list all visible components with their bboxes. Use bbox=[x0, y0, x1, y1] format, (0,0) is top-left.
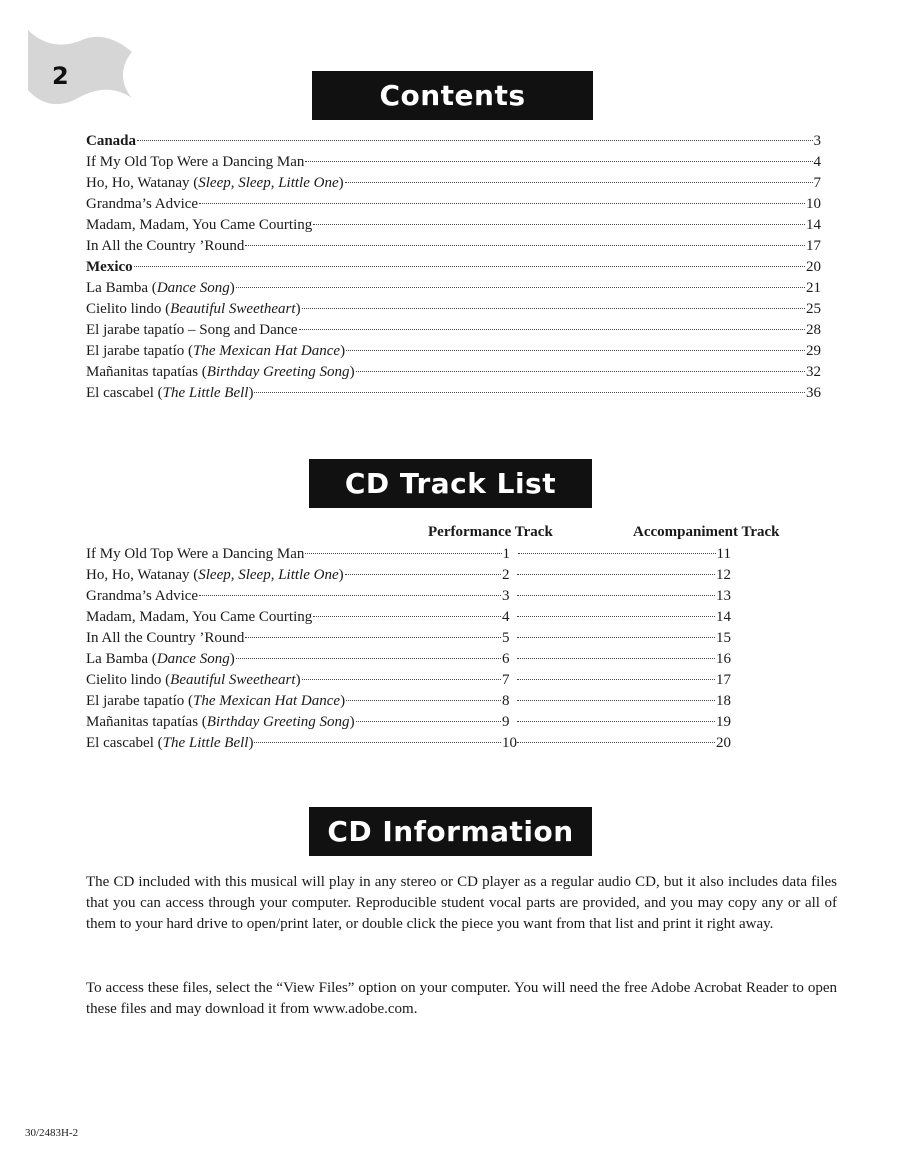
track-entry bbox=[86, 544, 731, 565]
toc-entry bbox=[86, 257, 821, 278]
toc-entry bbox=[86, 236, 821, 257]
toc-entry-title-close: ) bbox=[295, 301, 301, 317]
toc-entry bbox=[86, 383, 821, 404]
toc-entry-subtitle: Birthday Greeting Song bbox=[206, 364, 350, 380]
dot-leader bbox=[302, 679, 501, 680]
track-entry-title bbox=[86, 649, 235, 670]
toc-entry-page: 10 bbox=[806, 196, 821, 212]
dot-leader bbox=[305, 161, 812, 162]
performance-track-number: 7 bbox=[502, 672, 510, 688]
toc-entry-title-text: Madam, Madam, You Came Courting bbox=[86, 217, 313, 233]
toc-entry-title bbox=[86, 341, 345, 362]
toc-entry-subtitle: Beautiful Sweetheart bbox=[170, 301, 296, 317]
toc-entry-title-text: In All the Country ’Round bbox=[86, 238, 245, 254]
toc-entry-page: 20 bbox=[806, 259, 821, 275]
performance-track-number: 4 bbox=[502, 609, 510, 625]
toc-entry-title-text: Grandma’s Advice bbox=[86, 196, 199, 212]
toc-entry-title bbox=[86, 152, 304, 173]
track-entry-title-close: ) bbox=[349, 714, 355, 730]
track-entry bbox=[86, 565, 731, 586]
toc-entry bbox=[86, 131, 821, 152]
accompaniment-track-header: Accompaniment Track bbox=[633, 524, 780, 540]
toc-entry-title bbox=[86, 257, 133, 278]
toc-entry bbox=[86, 173, 821, 194]
toc-entry-title bbox=[86, 362, 355, 383]
dot-leader bbox=[134, 266, 805, 267]
toc-entry-page: 28 bbox=[806, 322, 821, 338]
dot-leader bbox=[137, 140, 812, 141]
toc-entry-title-close: ) bbox=[340, 343, 346, 359]
dot-leader bbox=[346, 350, 805, 351]
dot-leader bbox=[245, 245, 805, 246]
track-entry bbox=[86, 712, 731, 733]
track-entry-subtitle: Sleep, Sleep, Little One bbox=[198, 567, 339, 583]
cd-information-banner bbox=[309, 807, 592, 856]
toc-entry-page: 3 bbox=[813, 133, 821, 149]
toc-entry-title-text: Canada bbox=[86, 133, 137, 149]
track-entry-title bbox=[86, 628, 244, 649]
performance-track-number: 10 bbox=[502, 735, 517, 751]
performance-track-number: 5 bbox=[502, 630, 510, 646]
dot-leader bbox=[517, 637, 715, 638]
dot-leader bbox=[517, 721, 715, 722]
dot-leader bbox=[345, 182, 813, 183]
dot-leader bbox=[356, 721, 501, 722]
dot-leader bbox=[517, 679, 715, 680]
toc-entry-page: 36 bbox=[806, 385, 821, 401]
toc-entry-title bbox=[86, 299, 301, 320]
track-entry-title-text: Grandma’s Advice bbox=[86, 588, 199, 604]
accompaniment-track-number: 17 bbox=[716, 672, 731, 688]
toc-entry-subtitle: Dance Song bbox=[156, 280, 230, 296]
performance-track-number: 6 bbox=[502, 651, 510, 667]
track-entry-subtitle: The Mexican Hat Dance bbox=[193, 693, 341, 709]
dot-leader bbox=[199, 595, 501, 596]
dot-leader bbox=[517, 595, 715, 596]
cd-info-paragraph-2: To access these files, select the “View Files” option on your computer. You will need the free Adobe Acrobat Reader to open these files and may download it from www.adobe.com. bbox=[86, 980, 837, 1017]
dot-leader bbox=[254, 742, 501, 743]
page-number: 2 bbox=[52, 62, 69, 90]
track-entry-title bbox=[86, 544, 304, 565]
dot-leader bbox=[245, 637, 501, 638]
track-list-title: CD Track List bbox=[344, 467, 557, 500]
catalog-code: 30/2483H-2 bbox=[25, 1127, 79, 1139]
track-entry-subtitle: Dance Song bbox=[156, 651, 230, 667]
dot-leader bbox=[199, 203, 805, 204]
track-entry-title bbox=[86, 586, 198, 607]
performance-track-number: 8 bbox=[502, 693, 510, 709]
track-entry bbox=[86, 628, 731, 649]
track-entry-title-text: Cielito lindo ( bbox=[86, 672, 171, 688]
dot-leader bbox=[305, 553, 501, 554]
toc-entry bbox=[86, 194, 821, 215]
contents-list bbox=[86, 131, 821, 404]
toc-entry-page: 25 bbox=[806, 301, 821, 317]
accompaniment-track-number: 11 bbox=[716, 546, 731, 562]
toc-entry-title bbox=[86, 215, 312, 236]
toc-entry-title-text: El cascabel ( bbox=[86, 385, 163, 401]
track-entry-subtitle: Birthday Greeting Song bbox=[206, 714, 350, 730]
toc-entry-page: 32 bbox=[806, 364, 821, 380]
dot-leader bbox=[517, 742, 715, 743]
toc-entry-title-text: La Bamba ( bbox=[86, 280, 157, 296]
accompaniment-track-number: 20 bbox=[716, 735, 731, 751]
toc-entry-title-text: Cielito lindo ( bbox=[86, 301, 171, 317]
dot-leader bbox=[517, 574, 715, 575]
toc-entry-title-close: ) bbox=[248, 385, 254, 401]
dot-leader bbox=[302, 308, 805, 309]
toc-entry-title-text: El jarabe tapatío – Song and Dance bbox=[86, 322, 298, 338]
toc-entry-title-text: El jarabe tapatío ( bbox=[86, 343, 194, 359]
performance-track-number: 1 bbox=[502, 546, 511, 562]
toc-entry bbox=[86, 299, 821, 320]
performance-track-number: 9 bbox=[502, 714, 510, 730]
toc-entry-title-close: ) bbox=[349, 364, 355, 380]
track-entry-title bbox=[86, 565, 344, 586]
performance-track-number: 3 bbox=[502, 588, 510, 604]
toc-entry bbox=[86, 152, 821, 173]
accompaniment-track-number: 19 bbox=[716, 714, 731, 730]
track-entry bbox=[86, 649, 731, 670]
track-entry-title-text: Ho, Ho, Watanay ( bbox=[86, 567, 199, 583]
accompaniment-track-number: 18 bbox=[716, 693, 731, 709]
toc-entry-title-text: Mañanitas tapatías ( bbox=[86, 364, 207, 380]
track-entry-title bbox=[86, 670, 301, 691]
dot-leader bbox=[236, 658, 501, 659]
accompaniment-track-number: 16 bbox=[716, 651, 731, 667]
track-entry bbox=[86, 691, 731, 712]
toc-entry-subtitle: The Little Bell bbox=[162, 385, 249, 401]
track-entry-title bbox=[86, 691, 345, 712]
toc-entry-page: 7 bbox=[813, 175, 821, 191]
track-list-banner bbox=[309, 459, 592, 508]
dot-leader bbox=[356, 371, 805, 372]
track-entry bbox=[86, 586, 731, 607]
dot-leader bbox=[313, 616, 501, 617]
toc-entry-title bbox=[86, 383, 253, 404]
dot-leader bbox=[517, 700, 715, 701]
dot-leader bbox=[313, 224, 805, 225]
toc-entry-title bbox=[86, 278, 235, 299]
toc-entry-page: 4 bbox=[813, 154, 821, 170]
toc-entry-title bbox=[86, 320, 298, 341]
track-entry-title-text: La Bamba ( bbox=[86, 651, 157, 667]
track-entry-title-close: ) bbox=[248, 735, 254, 751]
toc-entry-subtitle: Sleep, Sleep, Little One bbox=[198, 175, 339, 191]
dot-leader bbox=[236, 287, 805, 288]
dot-leader bbox=[517, 658, 715, 659]
contents-title: Contents bbox=[379, 79, 526, 112]
track-list bbox=[86, 544, 731, 754]
track-entry-subtitle: Beautiful Sweetheart bbox=[170, 672, 296, 688]
track-entry bbox=[86, 670, 731, 691]
performance-track-number: 2 bbox=[502, 567, 510, 583]
dot-leader bbox=[517, 616, 715, 617]
contents-banner bbox=[312, 71, 593, 120]
track-entry-title-close: ) bbox=[338, 567, 344, 583]
accompaniment-track-number: 13 bbox=[716, 588, 731, 604]
toc-entry-title bbox=[86, 236, 244, 257]
toc-entry-title-text: Mexico bbox=[86, 259, 133, 275]
toc-entry-page: 21 bbox=[806, 280, 821, 296]
toc-entry bbox=[86, 278, 821, 299]
dot-leader bbox=[345, 574, 501, 575]
track-entry-title-text: El cascabel ( bbox=[86, 735, 163, 751]
flag-graphic bbox=[24, 26, 136, 116]
toc-entry-title-close: ) bbox=[338, 175, 344, 191]
track-entry bbox=[86, 607, 731, 628]
track-entry-title-text: In All the Country ’Round bbox=[86, 630, 245, 646]
track-entry-title-text: If My Old Top Were a Dancing Man bbox=[86, 546, 305, 562]
track-entry-title-text: Madam, Madam, You Came Courting bbox=[86, 609, 313, 625]
track-entry-title-text: El jarabe tapatío ( bbox=[86, 693, 194, 709]
accompaniment-track-number: 12 bbox=[716, 567, 731, 583]
toc-entry-page: 29 bbox=[806, 343, 821, 359]
toc-entry bbox=[86, 341, 821, 362]
toc-entry-title-text: Ho, Ho, Watanay ( bbox=[86, 175, 199, 191]
track-entry-title bbox=[86, 712, 355, 733]
toc-entry-title bbox=[86, 173, 344, 194]
dot-leader bbox=[299, 329, 805, 330]
toc-entry-subtitle: The Mexican Hat Dance bbox=[193, 343, 341, 359]
toc-entry-title-close: ) bbox=[229, 280, 235, 296]
cd-info-paragraph-1: The CD included with this musical will play in any stereo or CD player as a regular audio CD, but it also includes data files that you can access through your computer. Reproducible student vocal parts are provided, and you may copy any or all of them to your hard drive to open/print later, or double click the piece you want from that list and print it right away. bbox=[86, 874, 837, 932]
dot-leader bbox=[254, 392, 805, 393]
toc-entry-title bbox=[86, 194, 198, 215]
track-entry-title-close: ) bbox=[295, 672, 301, 688]
track-entry-title-text: Mañanitas tapatías ( bbox=[86, 714, 207, 730]
toc-entry-title-text: If My Old Top Were a Dancing Man bbox=[86, 154, 305, 170]
toc-entry bbox=[86, 320, 821, 341]
toc-entry-page: 17 bbox=[806, 238, 821, 254]
track-entry bbox=[86, 733, 731, 754]
dot-leader bbox=[346, 700, 501, 701]
cd-information-title: CD Information bbox=[327, 815, 574, 848]
track-entry-title bbox=[86, 733, 253, 754]
track-entry-subtitle: The Little Bell bbox=[162, 735, 249, 751]
toc-entry bbox=[86, 362, 821, 383]
performance-track-header: Performance Track bbox=[428, 524, 553, 540]
toc-entry bbox=[86, 215, 821, 236]
dot-leader bbox=[518, 553, 716, 554]
accompaniment-track-number: 15 bbox=[716, 630, 731, 646]
toc-entry-page: 14 bbox=[806, 217, 821, 233]
track-entry-title-close: ) bbox=[229, 651, 235, 667]
toc-entry-title bbox=[86, 131, 136, 152]
track-entry-title-close: ) bbox=[340, 693, 346, 709]
track-entry-title bbox=[86, 607, 312, 628]
accompaniment-track-number: 14 bbox=[716, 609, 731, 625]
